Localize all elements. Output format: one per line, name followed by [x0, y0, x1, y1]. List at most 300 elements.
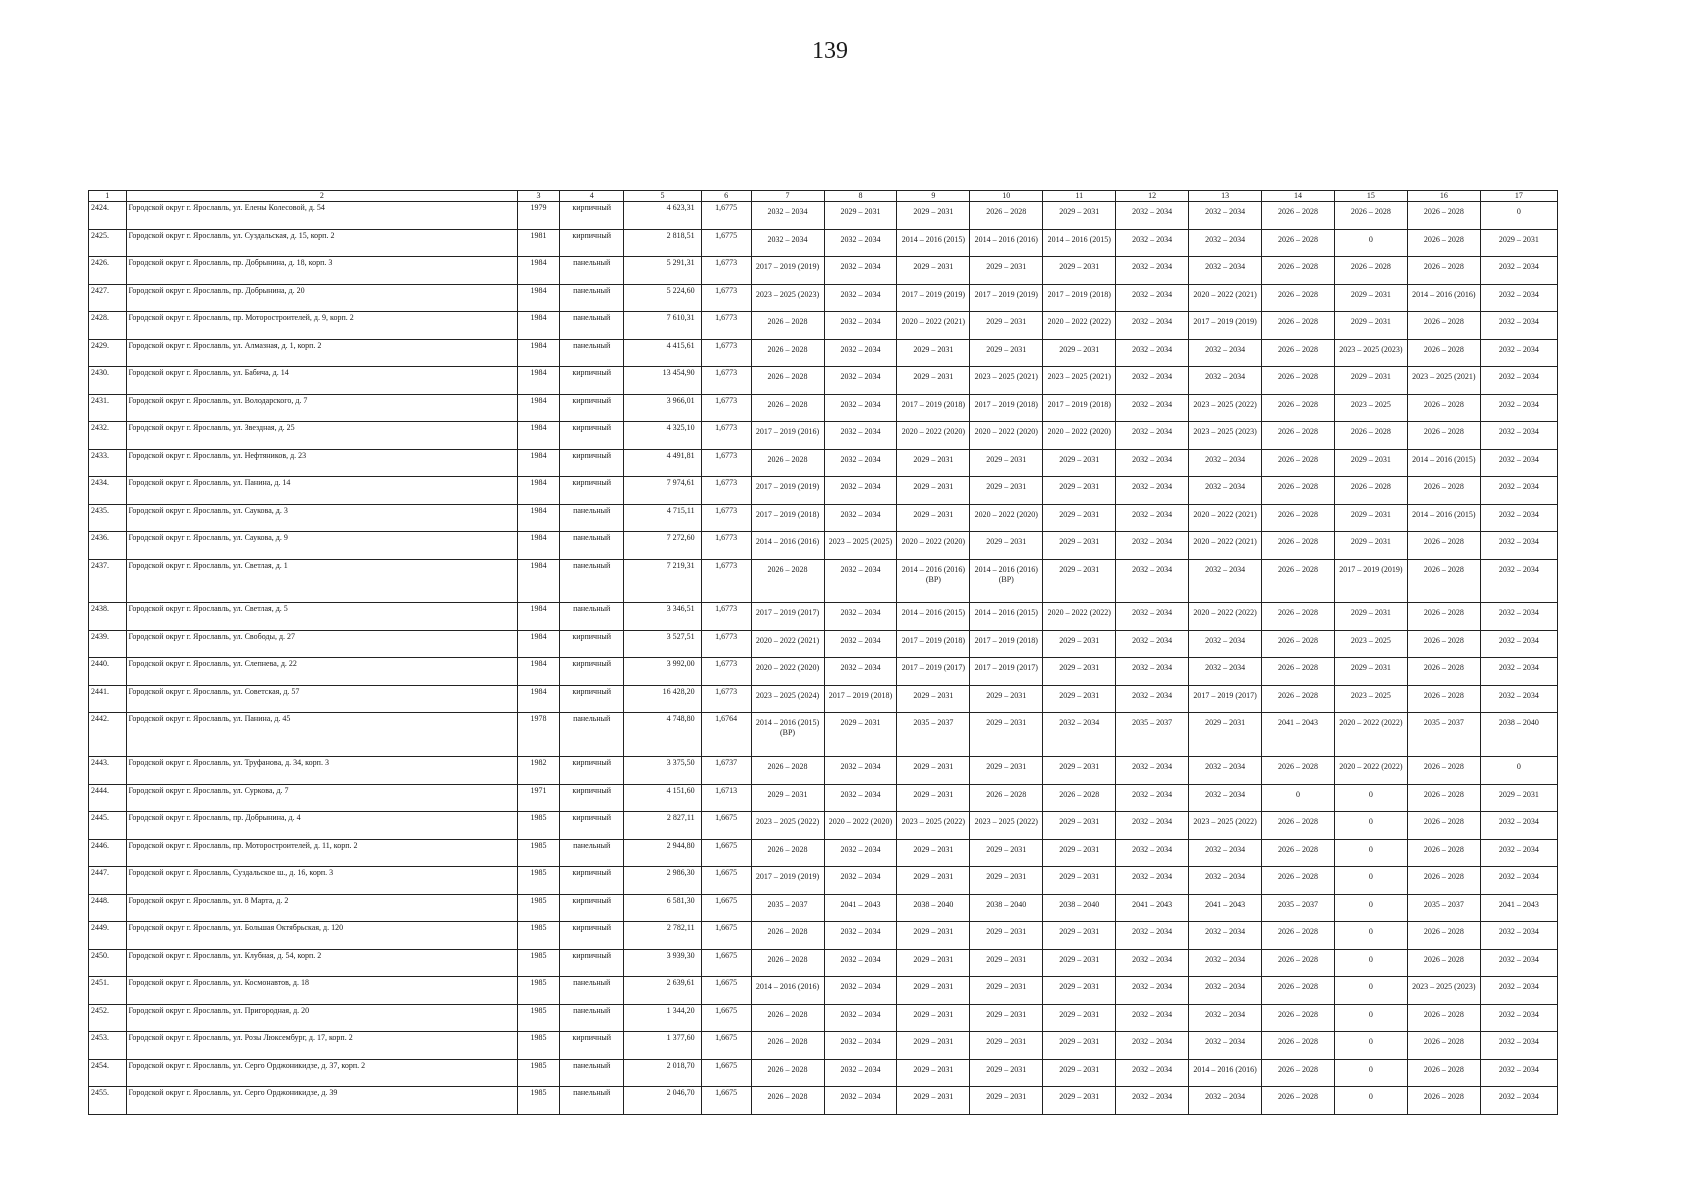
period-value: 0: [1368, 234, 1373, 244]
table-cell: [1116, 449, 1189, 477]
period-value: 2032 – 2034: [1498, 262, 1539, 272]
period-value: 2029 – 2031: [913, 454, 954, 464]
period-value: 2029 – 2031: [1059, 663, 1100, 673]
table-cell: Городской округ г. Ярославль, ул. Космонавтов, д. 18: [126, 977, 518, 1005]
period-value: 2032 – 2034: [1132, 509, 1173, 519]
table-cell: [1116, 1087, 1189, 1115]
period-value: 2029 – 2031: [1498, 789, 1539, 799]
period-value: 2026 – 2028: [1277, 399, 1318, 409]
table-cell: 1,6773: [701, 449, 751, 477]
table-cell: [1043, 229, 1116, 257]
table-cell: [1116, 894, 1189, 922]
period-value: 2029 – 2031: [913, 262, 954, 272]
table-cell: [824, 784, 897, 812]
table-cell: [970, 713, 1043, 757]
table-cell: [1189, 202, 1262, 230]
period-value: 2014 – 2016 (2016) (ВР): [974, 564, 1038, 584]
period-value: 2026 – 2028: [1423, 1009, 1464, 1019]
period-value: 2029 – 2031: [913, 762, 954, 772]
table-cell: [1407, 449, 1480, 477]
period-value: 2017 – 2019 (2018): [974, 399, 1038, 409]
table-cell: [1189, 757, 1262, 785]
table-cell: [1262, 284, 1335, 312]
table-cell: [751, 367, 824, 395]
table-cell: [1334, 894, 1407, 922]
table-cell: 2428.: [89, 312, 127, 340]
table-cell: [751, 1087, 824, 1115]
period-value: 2029 – 2031: [913, 207, 954, 216]
column-number-header: 11: [1043, 191, 1116, 202]
period-value: 2026 – 2028: [767, 762, 808, 772]
period-value: 2032 – 2034: [1205, 1037, 1246, 1047]
period-value: 2026 – 2028: [1277, 982, 1318, 992]
table-cell: 1,6773: [701, 559, 751, 603]
period-value: 2041 – 2043: [1205, 899, 1246, 909]
period-value: 2035 – 2037: [1132, 718, 1173, 728]
table-cell: [1116, 867, 1189, 895]
table-cell: [970, 922, 1043, 950]
table-cell: [1407, 922, 1480, 950]
table-cell: Городской округ г. Ярославль, ул. Панина, д. 14: [126, 477, 518, 505]
period-value: 2032 – 2034: [1205, 372, 1246, 382]
period-value: 2026 – 2028: [1277, 954, 1318, 964]
table-cell: [897, 1032, 970, 1060]
table-cell: 7 272,60: [624, 532, 701, 560]
table-cell: [970, 449, 1043, 477]
table-cell: [897, 603, 970, 631]
table-row: [89, 867, 1558, 895]
table-cell: [1189, 630, 1262, 658]
table-cell: [1189, 394, 1262, 422]
table-cell: [1262, 894, 1335, 922]
period-value: 2032 – 2034: [1132, 1092, 1173, 1102]
period-value: 2032 – 2034: [1205, 927, 1246, 937]
table-cell: [897, 449, 970, 477]
period-value: 2023 – 2025 (2023): [1412, 982, 1476, 992]
table-cell: 2 639,61: [624, 977, 701, 1005]
period-value: 2023 – 2025 (2022): [974, 817, 1038, 827]
table-cell: [1116, 603, 1189, 631]
period-value: 2035 – 2037: [1423, 899, 1464, 909]
period-value: 2032 – 2034: [1205, 663, 1246, 673]
table-cell: Городской округ г. Ярославль, ул. Алмазная, д. 1, корп. 2: [126, 339, 518, 367]
table-cell: 2426.: [89, 257, 127, 285]
table-cell: [1334, 367, 1407, 395]
table-cell: [897, 367, 970, 395]
period-value: 2017 – 2019 (2018): [755, 509, 820, 519]
table-cell: кирпичный: [559, 658, 624, 686]
period-value: 2032 – 2034: [1132, 954, 1173, 964]
table-cell: [1043, 477, 1116, 505]
table-cell: панельный: [559, 312, 624, 340]
table-cell: [1043, 1004, 1116, 1032]
table-cell: [1480, 839, 1557, 867]
table-cell: [1262, 477, 1335, 505]
period-value: 2026 – 2028: [1277, 927, 1318, 937]
table-cell: 1,6773: [701, 477, 751, 505]
period-value: 2032 – 2034: [1132, 1064, 1173, 1074]
table-row: [89, 339, 1558, 367]
table-cell: 1,6675: [701, 977, 751, 1005]
period-value: 2014 – 2016 (2015): [901, 234, 966, 244]
column-number-header: 3: [518, 191, 560, 202]
table-row: [89, 312, 1558, 340]
table-cell: [751, 477, 824, 505]
table-cell: [1334, 867, 1407, 895]
period-value: 2020 – 2022 (2021): [1193, 289, 1257, 299]
table-row: [89, 630, 1558, 658]
table-cell: [1043, 202, 1116, 230]
period-value: 2032 – 2034: [1132, 317, 1173, 327]
period-value: 2029 – 2031: [1350, 663, 1391, 673]
table-cell: [1334, 229, 1407, 257]
table-cell: [1262, 839, 1335, 867]
period-value: 2032 – 2034: [1205, 344, 1246, 354]
table-cell: [751, 1032, 824, 1060]
table-cell: [1189, 229, 1262, 257]
table-cell: Городской округ г. Ярославль, ул. Светлая, д. 1: [126, 559, 518, 603]
column-number-header: 14: [1262, 191, 1335, 202]
table-cell: [1480, 685, 1557, 713]
period-value: 2032 – 2034: [1498, 1092, 1539, 1102]
period-value: 2032 – 2034: [1132, 844, 1173, 854]
table-cell: [1116, 784, 1189, 812]
table-cell: [970, 784, 1043, 812]
period-value: 2020 – 2022 (2021): [901, 317, 966, 327]
table-cell: [751, 1004, 824, 1032]
period-value: 2029 – 2031: [986, 262, 1027, 272]
table-cell: [751, 977, 824, 1005]
table-cell: [1189, 367, 1262, 395]
table-cell: [1116, 1059, 1189, 1087]
period-value: 0: [1368, 1092, 1373, 1102]
period-value: 2032 – 2034: [1132, 1037, 1173, 1047]
table-cell: [751, 1059, 824, 1087]
table-cell: [897, 1004, 970, 1032]
period-value: 2032 – 2034: [1132, 234, 1173, 244]
period-value: 2017 – 2019 (2017): [1193, 690, 1257, 700]
period-value: 2032 – 2034: [840, 872, 881, 882]
period-value: 2026 – 2028: [1277, 289, 1318, 299]
table-cell: [751, 839, 824, 867]
period-value: 2026 – 2028: [1423, 608, 1464, 618]
table-cell: [1262, 394, 1335, 422]
column-number-row: [89, 191, 1558, 202]
period-value: 0: [1368, 899, 1373, 909]
table-cell: кирпичный: [559, 394, 624, 422]
table-cell: [824, 202, 897, 230]
period-value: 2014 – 2016 (2016): [1193, 1064, 1257, 1074]
period-value: 2026 – 2028: [1423, 844, 1464, 854]
period-value: 2029 – 2031: [1059, 1037, 1100, 1047]
period-value: 2029 – 2031: [913, 509, 954, 519]
period-value: 2029 – 2031: [1059, 537, 1100, 547]
table-cell: Городской округ г. Ярославль, ул. Володарского, д. 7: [126, 394, 518, 422]
period-value: 2026 – 2028: [1277, 537, 1318, 547]
period-value: 2026 – 2028: [1423, 344, 1464, 354]
table-cell: [970, 977, 1043, 1005]
period-value: 2029 – 2031: [986, 762, 1027, 772]
table-cell: 2448.: [89, 894, 127, 922]
period-value: 2032 – 2034: [1205, 1092, 1246, 1102]
table-cell: 1979: [518, 202, 560, 230]
period-value: 2029 – 2031: [1059, 482, 1100, 492]
table-cell: [751, 394, 824, 422]
table-cell: 1984: [518, 559, 560, 603]
table-cell: [1189, 559, 1262, 603]
table-cell: панельный: [559, 839, 624, 867]
table-cell: [1043, 1032, 1116, 1060]
period-value: 2029 – 2031: [913, 344, 954, 354]
table-cell: Городской округ г. Ярославль, ул. Большая Октябрьская, д. 120: [126, 922, 518, 950]
period-value: 2032 – 2034: [1498, 454, 1539, 464]
table-cell: 1,6675: [701, 949, 751, 977]
period-value: 2017 – 2019 (2018): [901, 399, 966, 409]
table-cell: [1116, 839, 1189, 867]
table-cell: [824, 658, 897, 686]
table-cell: [824, 812, 897, 840]
period-value: 2032 – 2034: [840, 635, 881, 645]
table-cell: [1262, 422, 1335, 450]
table-cell: [1407, 630, 1480, 658]
table-cell: [1334, 312, 1407, 340]
column-number-header: 1: [89, 191, 127, 202]
table-cell: [1334, 394, 1407, 422]
period-value: 2026 – 2028: [1277, 762, 1318, 772]
table-cell: [751, 257, 824, 285]
period-value: 0: [1516, 207, 1521, 216]
table-cell: 2427.: [89, 284, 127, 312]
table-cell: 1,6773: [701, 685, 751, 713]
table-cell: 2 782,11: [624, 922, 701, 950]
table-cell: [751, 202, 824, 230]
period-value: 2032 – 2034: [1132, 289, 1173, 299]
period-value: 2029 – 2031: [840, 207, 881, 216]
period-value: 2026 – 2028: [986, 789, 1027, 799]
table-cell: 2430.: [89, 367, 127, 395]
table-cell: [1262, 1059, 1335, 1087]
table-cell: [1116, 977, 1189, 1005]
period-value: 2026 – 2028: [1423, 234, 1464, 244]
table-body: [89, 202, 1558, 1115]
table-cell: 4 151,60: [624, 784, 701, 812]
period-value: 2023 – 2025 (2024): [755, 690, 820, 700]
period-value: 2023 – 2025 (2023): [1339, 344, 1403, 354]
period-value: 2032 – 2034: [1132, 608, 1173, 618]
table-cell: [1407, 1032, 1480, 1060]
table-cell: [824, 867, 897, 895]
table-cell: [1043, 339, 1116, 367]
period-value: 0: [1368, 954, 1373, 964]
table-cell: [1480, 757, 1557, 785]
table-cell: [1116, 422, 1189, 450]
table-cell: [1407, 312, 1480, 340]
table-cell: [1334, 477, 1407, 505]
table-row: [89, 532, 1558, 560]
table-cell: 2440.: [89, 658, 127, 686]
table-cell: 1 344,20: [624, 1004, 701, 1032]
period-value: 2032 – 2034: [840, 982, 881, 992]
table-cell: 13 454,90: [624, 367, 701, 395]
period-value: 2026 – 2028: [767, 317, 808, 327]
table-cell: [1407, 685, 1480, 713]
table-cell: [1407, 1059, 1480, 1087]
table-row: [89, 257, 1558, 285]
table-cell: [1480, 477, 1557, 505]
period-value: 2014 – 2016 (2015): [1412, 454, 1476, 464]
table-cell: 3 939,30: [624, 949, 701, 977]
table-row: [89, 449, 1558, 477]
period-value: 2029 – 2031: [986, 482, 1027, 492]
period-value: 0: [1368, 817, 1373, 827]
table-cell: [1189, 894, 1262, 922]
period-value: 2032 – 2034: [1498, 635, 1539, 645]
period-value: 2032 – 2034: [840, 454, 881, 464]
period-value: 2029 – 2031: [986, 954, 1027, 964]
period-value: 2026 – 2028: [1277, 690, 1318, 700]
period-value: 2026 – 2028: [1350, 262, 1391, 272]
table-cell: 1985: [518, 1087, 560, 1115]
table-cell: [1043, 257, 1116, 285]
table-cell: [1407, 367, 1480, 395]
table-cell: 2432.: [89, 422, 127, 450]
period-value: 2029 – 2031: [986, 454, 1027, 464]
table-cell: 1,6773: [701, 504, 751, 532]
period-value: 2032 – 2034: [1498, 954, 1539, 964]
period-value: 2029 – 2031: [913, 927, 954, 937]
period-value: 2026 – 2028: [1277, 608, 1318, 618]
column-number-header: 10: [970, 191, 1043, 202]
table-cell: [1262, 713, 1335, 757]
table-cell: 1,6773: [701, 257, 751, 285]
table-cell: [1407, 394, 1480, 422]
table-cell: [1189, 685, 1262, 713]
period-value: 2032 – 2034: [1498, 1037, 1539, 1047]
table-cell: [824, 922, 897, 950]
period-value: 2017 – 2019 (2017): [755, 608, 820, 618]
table-cell: [1262, 367, 1335, 395]
period-value: 2032 – 2034: [1205, 564, 1246, 574]
table-row: [89, 894, 1558, 922]
table-cell: [970, 532, 1043, 560]
table-cell: [970, 757, 1043, 785]
period-value: 2032 – 2034: [1498, 427, 1539, 437]
period-value: 2032 – 2034: [1498, 564, 1539, 574]
period-value: 2026 – 2028: [1423, 789, 1464, 799]
column-number-header: 16: [1407, 191, 1480, 202]
period-value: 2026 – 2028: [1423, 399, 1464, 409]
table-cell: 1984: [518, 339, 560, 367]
table-cell: Городской округ г. Ярославль, ул. Бабича, д. 14: [126, 367, 518, 395]
table-cell: [1043, 504, 1116, 532]
table-cell: [1116, 559, 1189, 603]
period-value: 0: [1295, 789, 1300, 799]
table-cell: 2433.: [89, 449, 127, 477]
table-cell: Городской округ г. Ярославль, ул. Серго Орджоникидзе, д. 37, корп. 2: [126, 1059, 518, 1087]
period-value: 2017 – 2019 (2017): [974, 663, 1038, 673]
table-cell: Городской округ г. Ярославль, ул. Саукова, д. 9: [126, 532, 518, 560]
period-value: 2032 – 2034: [1498, 817, 1539, 827]
period-value: 2026 – 2028: [1277, 234, 1318, 244]
table-cell: [1407, 1004, 1480, 1032]
table-cell: [1480, 1004, 1557, 1032]
table-cell: [1043, 839, 1116, 867]
table-cell: 4 715,11: [624, 504, 701, 532]
table-row: [89, 812, 1558, 840]
period-value: 2032 – 2034: [840, 289, 881, 299]
period-value: 2026 – 2028: [986, 207, 1027, 216]
table-cell: [1262, 812, 1335, 840]
table-cell: [824, 603, 897, 631]
table-cell: 1 377,60: [624, 1032, 701, 1060]
table-cell: 1,6775: [701, 202, 751, 230]
period-value: 2020 – 2022 (2020): [901, 427, 966, 437]
period-value: 2029 – 2031: [986, 1064, 1027, 1074]
table-cell: [1116, 202, 1189, 230]
table-cell: Городской округ г. Ярославль, ул. Свободы, д. 27: [126, 630, 518, 658]
table-cell: Городской округ г. Ярославль, ул. 8 Марта, д. 2: [126, 894, 518, 922]
period-value: 2017 – 2019 (2019): [755, 872, 820, 882]
table-cell: [1334, 504, 1407, 532]
table-cell: [1407, 812, 1480, 840]
period-value: 2023 – 2025 (2021): [974, 372, 1038, 382]
table-cell: [1189, 284, 1262, 312]
period-value: 2035 – 2037: [767, 899, 808, 909]
period-value: 2032 – 2034: [1498, 537, 1539, 547]
table-cell: 3 992,00: [624, 658, 701, 686]
table-cell: [1262, 559, 1335, 603]
table-cell: 1985: [518, 1059, 560, 1087]
period-value: 2026 – 2028: [767, 1064, 808, 1074]
table-cell: [1480, 812, 1557, 840]
period-value: 2026 – 2028: [1423, 427, 1464, 437]
table-cell: [824, 504, 897, 532]
table-cell: [1189, 477, 1262, 505]
table-cell: [1407, 894, 1480, 922]
table-cell: 2441.: [89, 685, 127, 713]
table-cell: [897, 949, 970, 977]
table-cell: [1480, 603, 1557, 631]
table-cell: [897, 202, 970, 230]
table-cell: [1334, 449, 1407, 477]
table-cell: [1407, 477, 1480, 505]
table-cell: панельный: [559, 559, 624, 603]
table-cell: 2442.: [89, 713, 127, 757]
table-cell: [751, 784, 824, 812]
period-value: 2029 – 2031: [1205, 718, 1246, 728]
period-value: 2017 – 2019 (2016): [755, 427, 820, 437]
table-cell: [970, 812, 1043, 840]
period-value: 2041 – 2043: [840, 899, 881, 909]
table-cell: 1984: [518, 603, 560, 631]
period-value: 2029 – 2031: [986, 317, 1027, 327]
table-cell: [1334, 977, 1407, 1005]
table-row: [89, 284, 1558, 312]
table-cell: 2454.: [89, 1059, 127, 1087]
table-cell: [1407, 504, 1480, 532]
table-cell: [1262, 977, 1335, 1005]
period-value: 2026 – 2028: [1277, 207, 1318, 216]
period-value: 0: [1368, 789, 1373, 799]
table-cell: 1984: [518, 658, 560, 686]
period-value: 2029 – 2031: [913, 1064, 954, 1074]
table-cell: [824, 1032, 897, 1060]
table-cell: 6 581,30: [624, 894, 701, 922]
table-cell: [1043, 1087, 1116, 1115]
period-value: 2023 – 2025: [1350, 635, 1391, 645]
period-value: 2023 – 2025: [1350, 399, 1391, 409]
period-value: 2035 – 2037: [1423, 718, 1464, 728]
